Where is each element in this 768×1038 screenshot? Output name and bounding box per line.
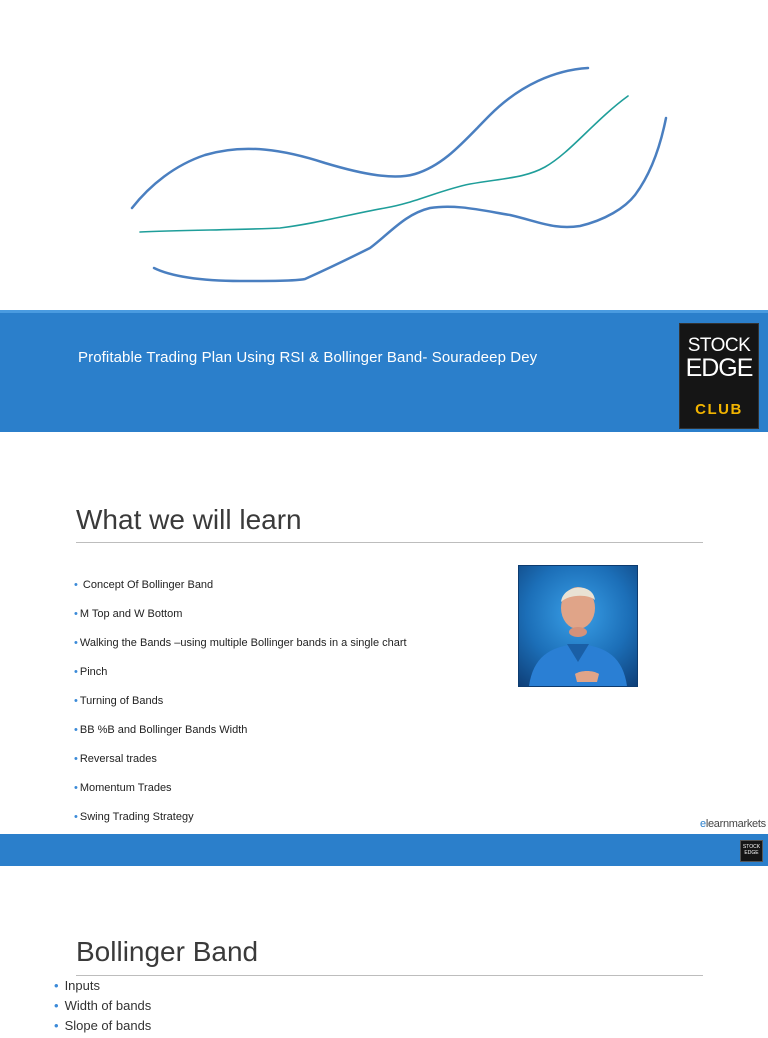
list-item: • Reversal trades <box>74 753 157 765</box>
stock-edge-club-logo <box>679 323 759 429</box>
heading-divider <box>76 542 703 543</box>
title-slide <box>0 0 768 432</box>
bullet-icon: • <box>74 724 78 736</box>
elearnmarkets-logo: elearnmarkets <box>700 818 766 830</box>
agenda-slide <box>0 432 768 866</box>
upper-band-curve <box>132 68 588 208</box>
bullet-icon: • <box>74 637 78 649</box>
list-item: • Concept Of Bollinger Band <box>74 579 214 591</box>
bullet-icon: • <box>54 1018 59 1033</box>
topic-list <box>54 978 151 1038</box>
bollinger-band-slide <box>0 866 768 1033</box>
list-item: • Turning of Bands <box>74 695 164 707</box>
list-item: • Momentum Trades <box>74 782 172 794</box>
bullet-icon: • <box>74 608 78 620</box>
list-item: • BB %B and Bollinger Bands Width <box>74 724 248 736</box>
list-item: • Walking the Bands –using multiple Bollinger bands in a single chart <box>74 637 407 649</box>
heading-divider <box>76 975 703 976</box>
presentation-title: Profitable Trading Plan Using RSI & Bollinger Band- Souradeep Dey <box>78 349 538 366</box>
agenda-heading: What we will learn <box>76 504 302 535</box>
list-item: • Swing Trading Strategy <box>74 811 194 823</box>
bullet-icon: • <box>54 978 59 993</box>
bollinger-band-illustration <box>0 0 768 310</box>
bullet-icon: • <box>74 782 78 794</box>
logo-line-club: CLUB <box>695 401 743 418</box>
bullet-icon: • <box>74 695 78 707</box>
list-item: • Slope of bands <box>54 1018 152 1033</box>
middle-band-curve <box>140 96 628 232</box>
bullet-icon: • <box>74 811 78 823</box>
logo-line-stock: STOCK <box>687 335 751 356</box>
bullet-icon: • <box>74 579 78 591</box>
list-item: • M Top and W Bottom <box>74 608 183 620</box>
title-banner <box>0 310 768 432</box>
slide-heading: Bollinger Band <box>76 936 259 967</box>
bullet-icon: • <box>74 666 78 678</box>
logo-line-edge: EDGE <box>685 354 753 382</box>
agenda-list <box>74 578 407 839</box>
footer-band <box>0 834 768 866</box>
list-item: • Inputs <box>54 978 100 993</box>
bullet-icon: • <box>74 753 78 765</box>
list-item: • Width of bands <box>54 998 152 1013</box>
stock-edge-mini-logo: STOCK EDGE <box>740 840 763 862</box>
person-illustration <box>519 566 637 686</box>
lower-band-curve <box>154 118 666 281</box>
bullet-icon: • <box>54 998 59 1013</box>
presenter-photo <box>518 565 638 687</box>
list-item: • Pinch <box>74 666 108 678</box>
